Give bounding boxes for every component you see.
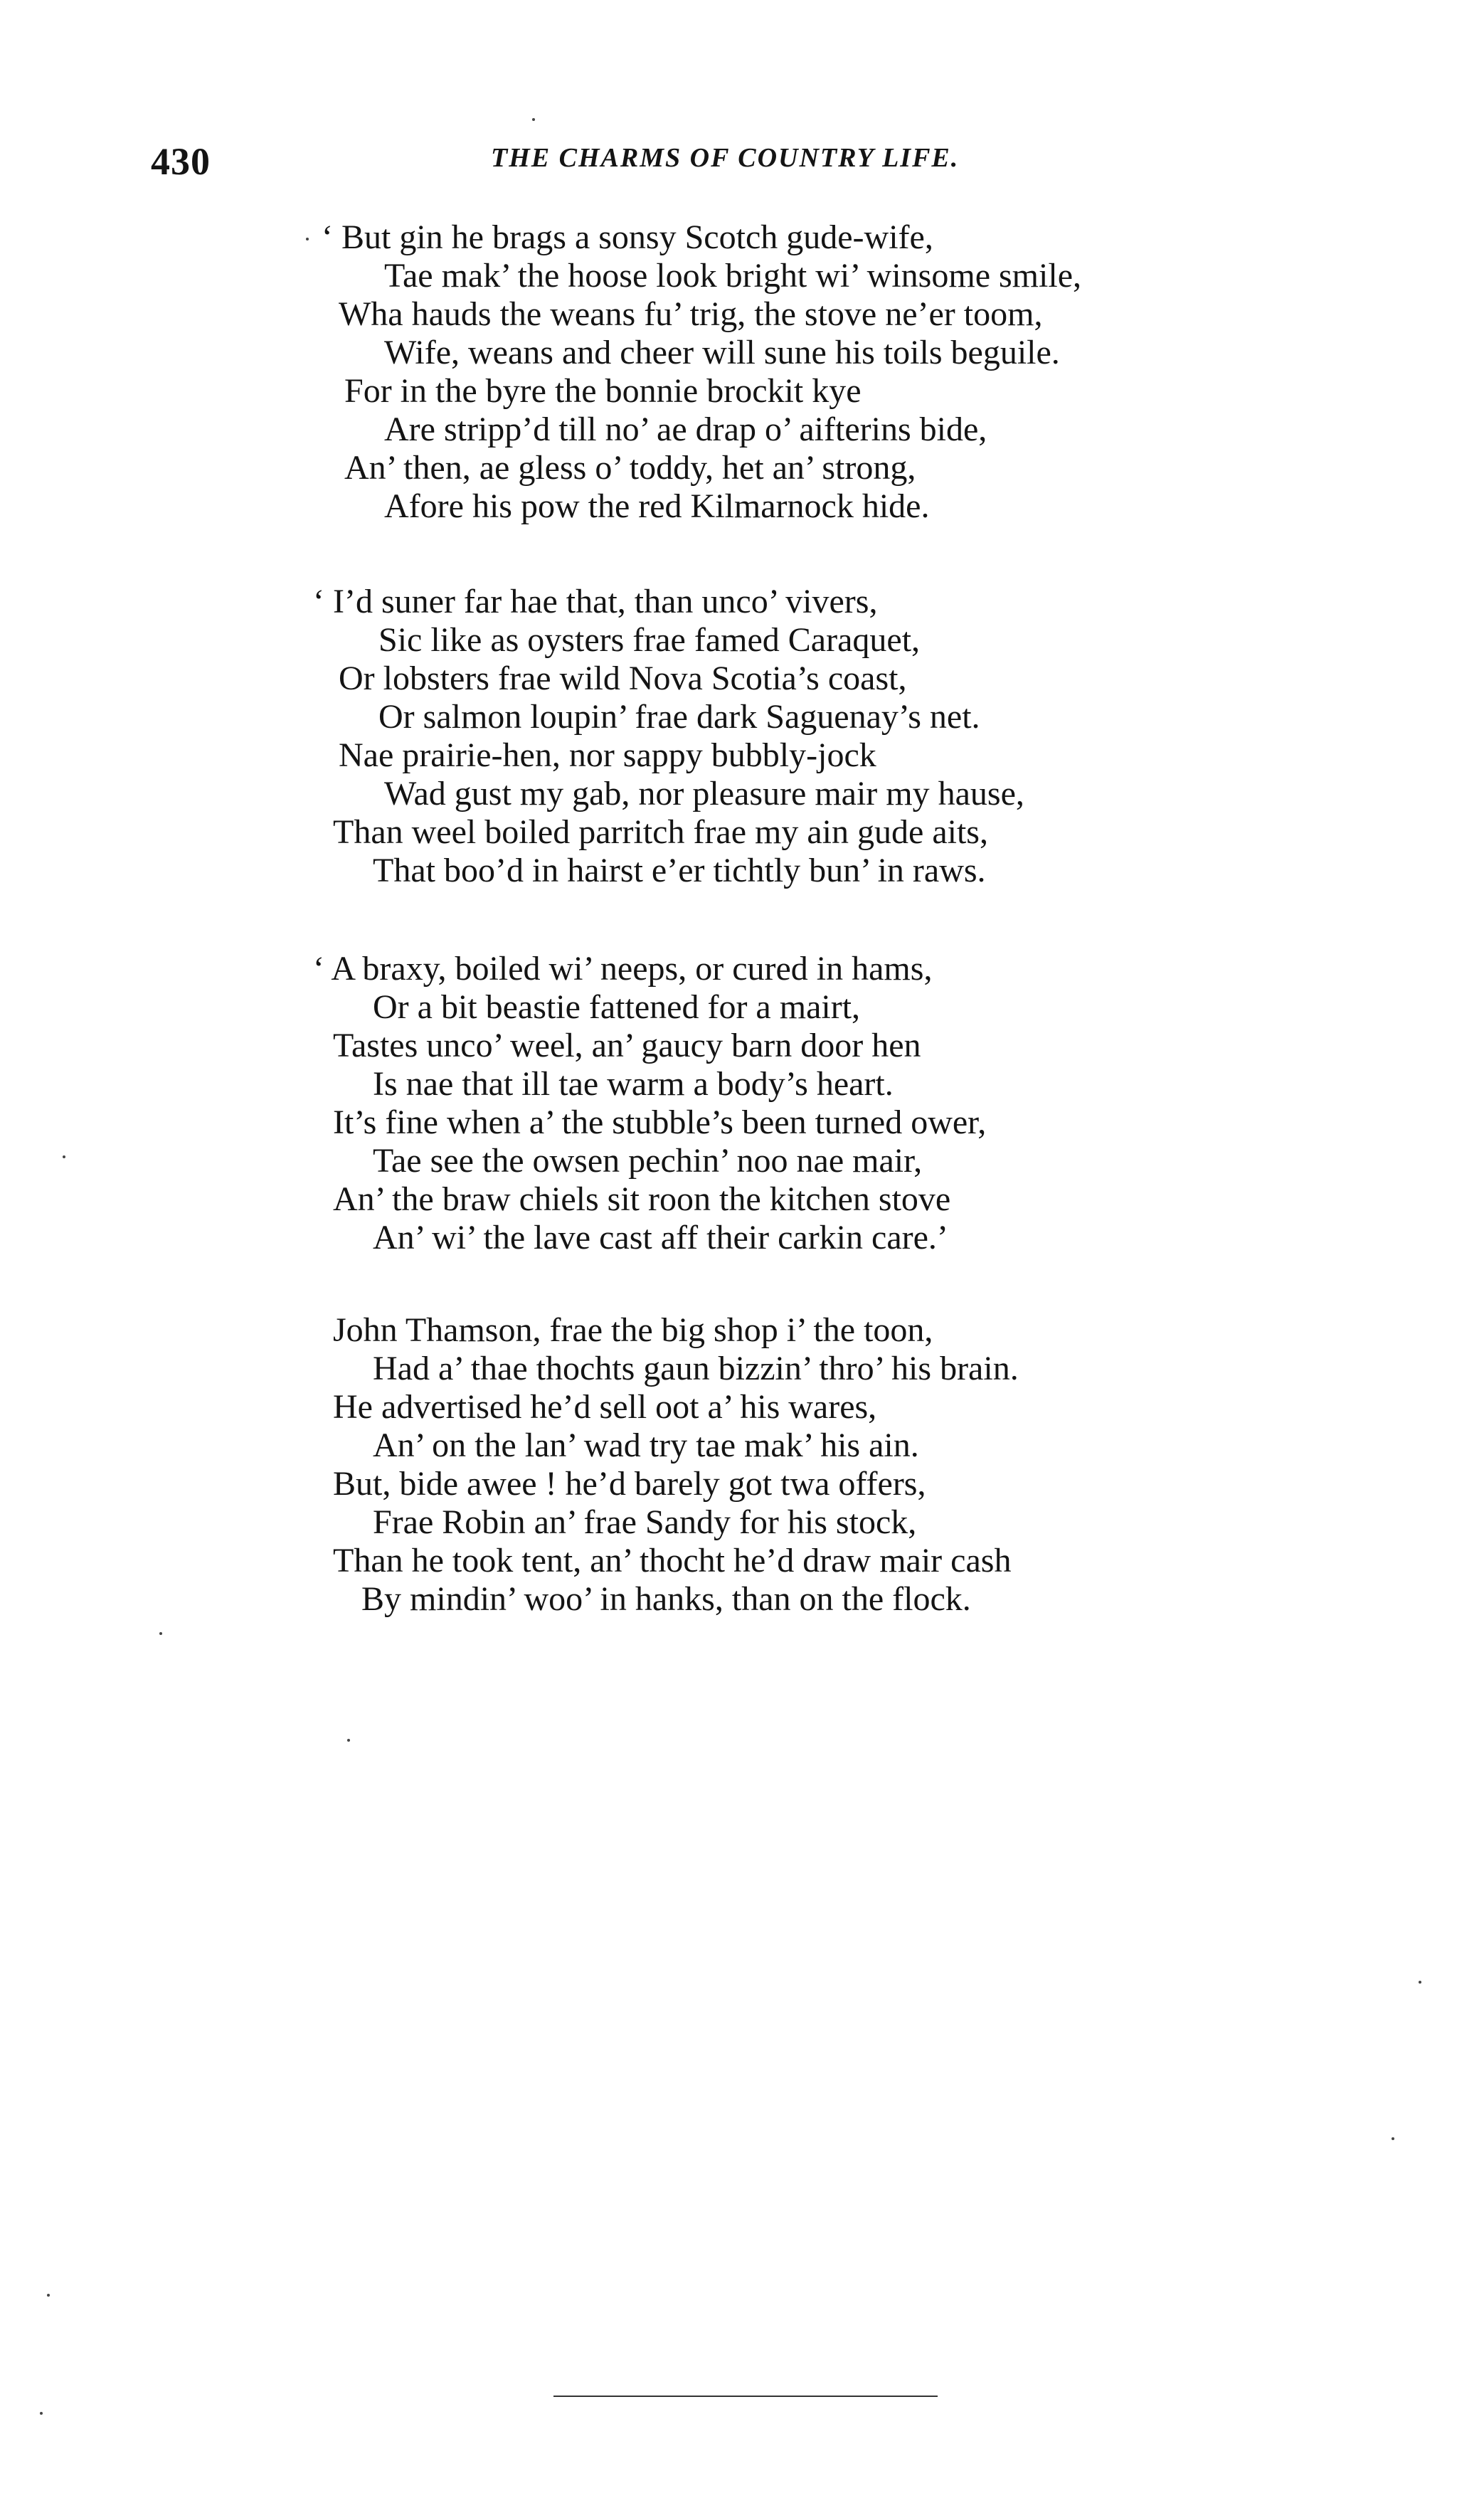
end-rule — [553, 2396, 938, 2397]
verse-line: Sic like as oysters frae famed Caraquet, — [378, 621, 921, 659]
verse-line: ‘ A braxy, boiled wi’ neeps, or cured in hams, — [313, 950, 933, 988]
verse-line: But, bide awee ! he’d barely got twa offers, — [333, 1465, 926, 1503]
scan-speck — [63, 1155, 65, 1158]
verse-line: Than he took tent, an’ thocht he’d draw mair cash — [333, 1542, 1012, 1579]
verse-line: Afore his pow the red Kilmarnock hide. — [384, 487, 930, 525]
verse-line: ‘ I’d suner far hae that, than unco’ vivers, — [313, 583, 878, 620]
verse-line: For in the byre the bonnie brockit kye — [344, 372, 862, 410]
verse-line: An’ then, ae gless o’ toddy, het an’ strong, — [344, 449, 916, 487]
verse-line: Or salmon loupin’ frae dark Saguenay’s net. — [378, 698, 980, 736]
scan-speck — [159, 1632, 162, 1635]
verse-line: Or a bit beastie fattened for a mairt, — [373, 988, 861, 1026]
verse-line: John Thamson, frae the big shop i’ the toon, — [333, 1311, 933, 1349]
verse-line: Are stripp’d till no’ ae drap o’ aifterins bide, — [384, 411, 987, 448]
verse-line: Or lobsters frae wild Nova Scotia’s coast, — [339, 660, 907, 697]
scan-speck — [306, 238, 309, 240]
verse-line: Tastes unco’ weel, an’ gaucy barn door hen — [333, 1027, 921, 1064]
scan-speck — [47, 2294, 50, 2297]
verse-line: That boo’d in hairst e’er tichtly bun’ in raws. — [373, 852, 986, 889]
verse-line: Had a’ thae thochts gaun bizzin’ thro’ his brain. — [373, 1350, 1019, 1387]
running-title: THE CHARMS OF COUNTRY LIFE. — [491, 143, 960, 173]
page-number: 430 — [151, 140, 211, 183]
verse-line: Than weel boiled parritch frae my ain gude aits, — [333, 813, 988, 851]
scan-speck — [40, 2412, 43, 2415]
verse-line: Tae see the owsen pechin’ noo nae mair, — [373, 1142, 923, 1180]
verse-line: Wad gust my gab, nor pleasure mair my hause, — [384, 775, 1024, 813]
verse-line: Wife, weans and cheer will sune his toils beguile. — [384, 334, 1060, 371]
scan-speck — [347, 1739, 350, 1742]
verse-line: Nae prairie-hen, nor sappy bubbly-jock — [339, 736, 876, 774]
scan-speck — [1419, 1981, 1421, 1984]
verse-line: An’ the braw chiels sit roon the kitchen stove — [333, 1180, 951, 1218]
verse-line: By mindin’ woo’ in hanks, than on the flock. — [361, 1580, 971, 1618]
verse-line: An’ on the lan’ wad try tae mak’ his ain. — [373, 1427, 919, 1464]
verse-line: An’ wi’ the lave cast aff their carkin care.’ — [373, 1219, 948, 1256]
verse-line: ‘ But gin he brags a sonsy Scotch gude-wife, — [322, 218, 933, 256]
scan-speck — [532, 118, 535, 121]
verse-line: It’s fine when a’ the stubble’s been turned ower, — [333, 1103, 987, 1141]
scan-speck — [1392, 2137, 1394, 2140]
verse-line: Is nae that ill tae warm a body’s heart. — [373, 1065, 894, 1103]
verse-line: Wha hauds the weans fu’ trig, the stove ne’er toom, — [339, 295, 1043, 333]
verse-line: He advertised he’d sell oot a’ his wares, — [333, 1388, 877, 1426]
verse-line: Tae mak’ the hoose look bright wi’ winsome smile, — [384, 257, 1081, 295]
verse-line: Frae Robin an’ frae Sandy for his stock, — [373, 1503, 917, 1541]
